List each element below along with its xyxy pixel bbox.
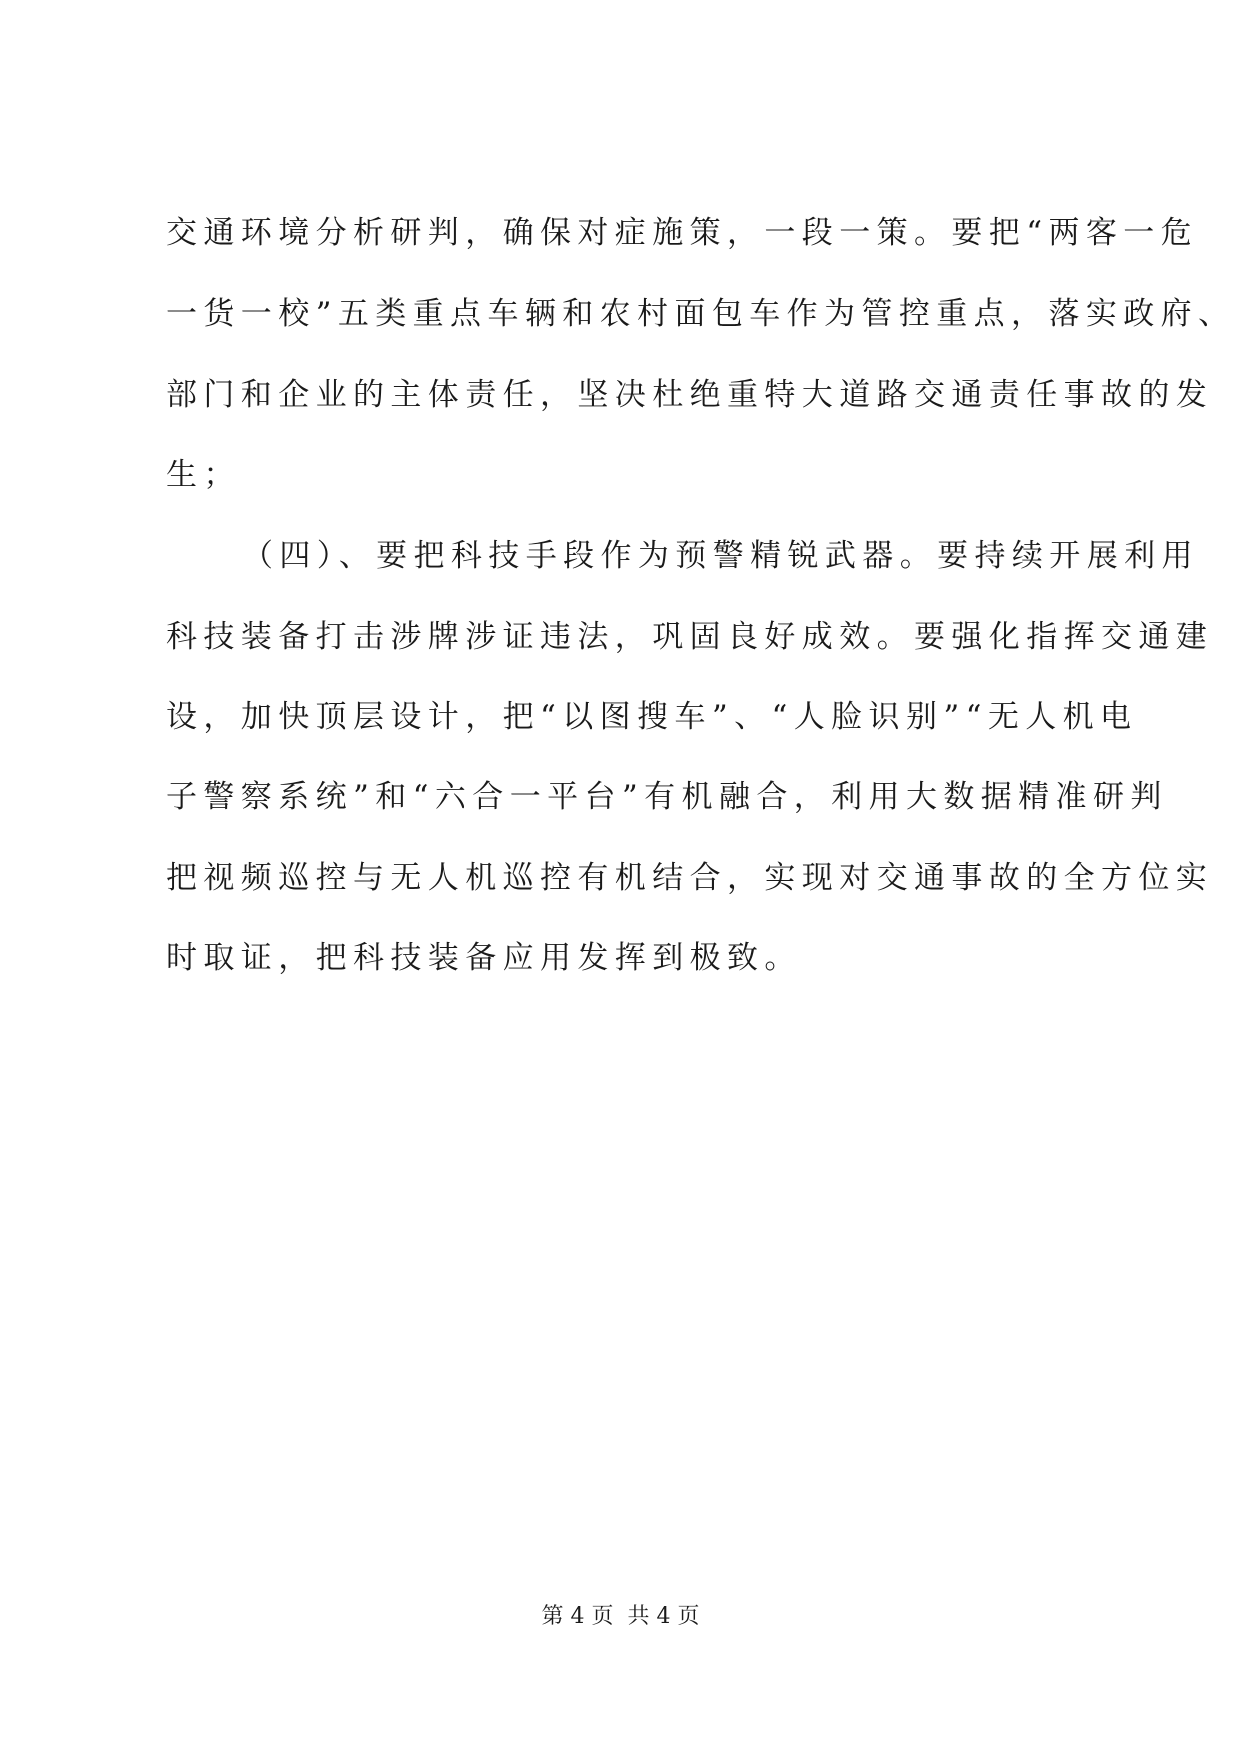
paragraph-1-line-4: 生； <box>166 457 241 493</box>
paragraph-1-line-2: 一货一校”五类重点车辆和农村面包车作为管控重点，落实政府、 <box>166 296 1236 332</box>
page-footer <box>0 1602 1241 1632</box>
paragraph-2-line-4: 子警察系统”和“六合一平台”有机融合，利用大数据精准研判 <box>166 779 1168 815</box>
paragraph-2-line-3: 设，加快顶层设计，把“以图搜车”、“人脸识别”“无人机电 <box>166 699 1138 735</box>
paragraph-1-line-3: 部门和企业的主体责任，坚决杜绝重特大道路交通责任事故的发 <box>166 377 1214 413</box>
paragraph-2-line-1: （四）、要把科技手段作为预警精锐武器。要持续开展利用 <box>242 538 1199 574</box>
paragraph-1-line-1: 交通环境分析研判，确保对症施策，一段一策。要把“两客一危 <box>166 215 1199 251</box>
page-total: 共 4 页 <box>627 1604 700 1629</box>
page-number: 第 4 页 <box>541 1604 614 1629</box>
paragraph-2-line-6: 时取证，把科技装备应用发挥到极致。 <box>166 940 802 976</box>
paragraph-2-line-5: 把视频巡控与无人机巡控有机结合，实现对交通事故的全方位实 <box>166 860 1214 896</box>
paragraph-2-line-2: 科技装备打击涉牌涉证违法，巩固良好成效。要强化指挥交通建 <box>166 619 1214 655</box>
